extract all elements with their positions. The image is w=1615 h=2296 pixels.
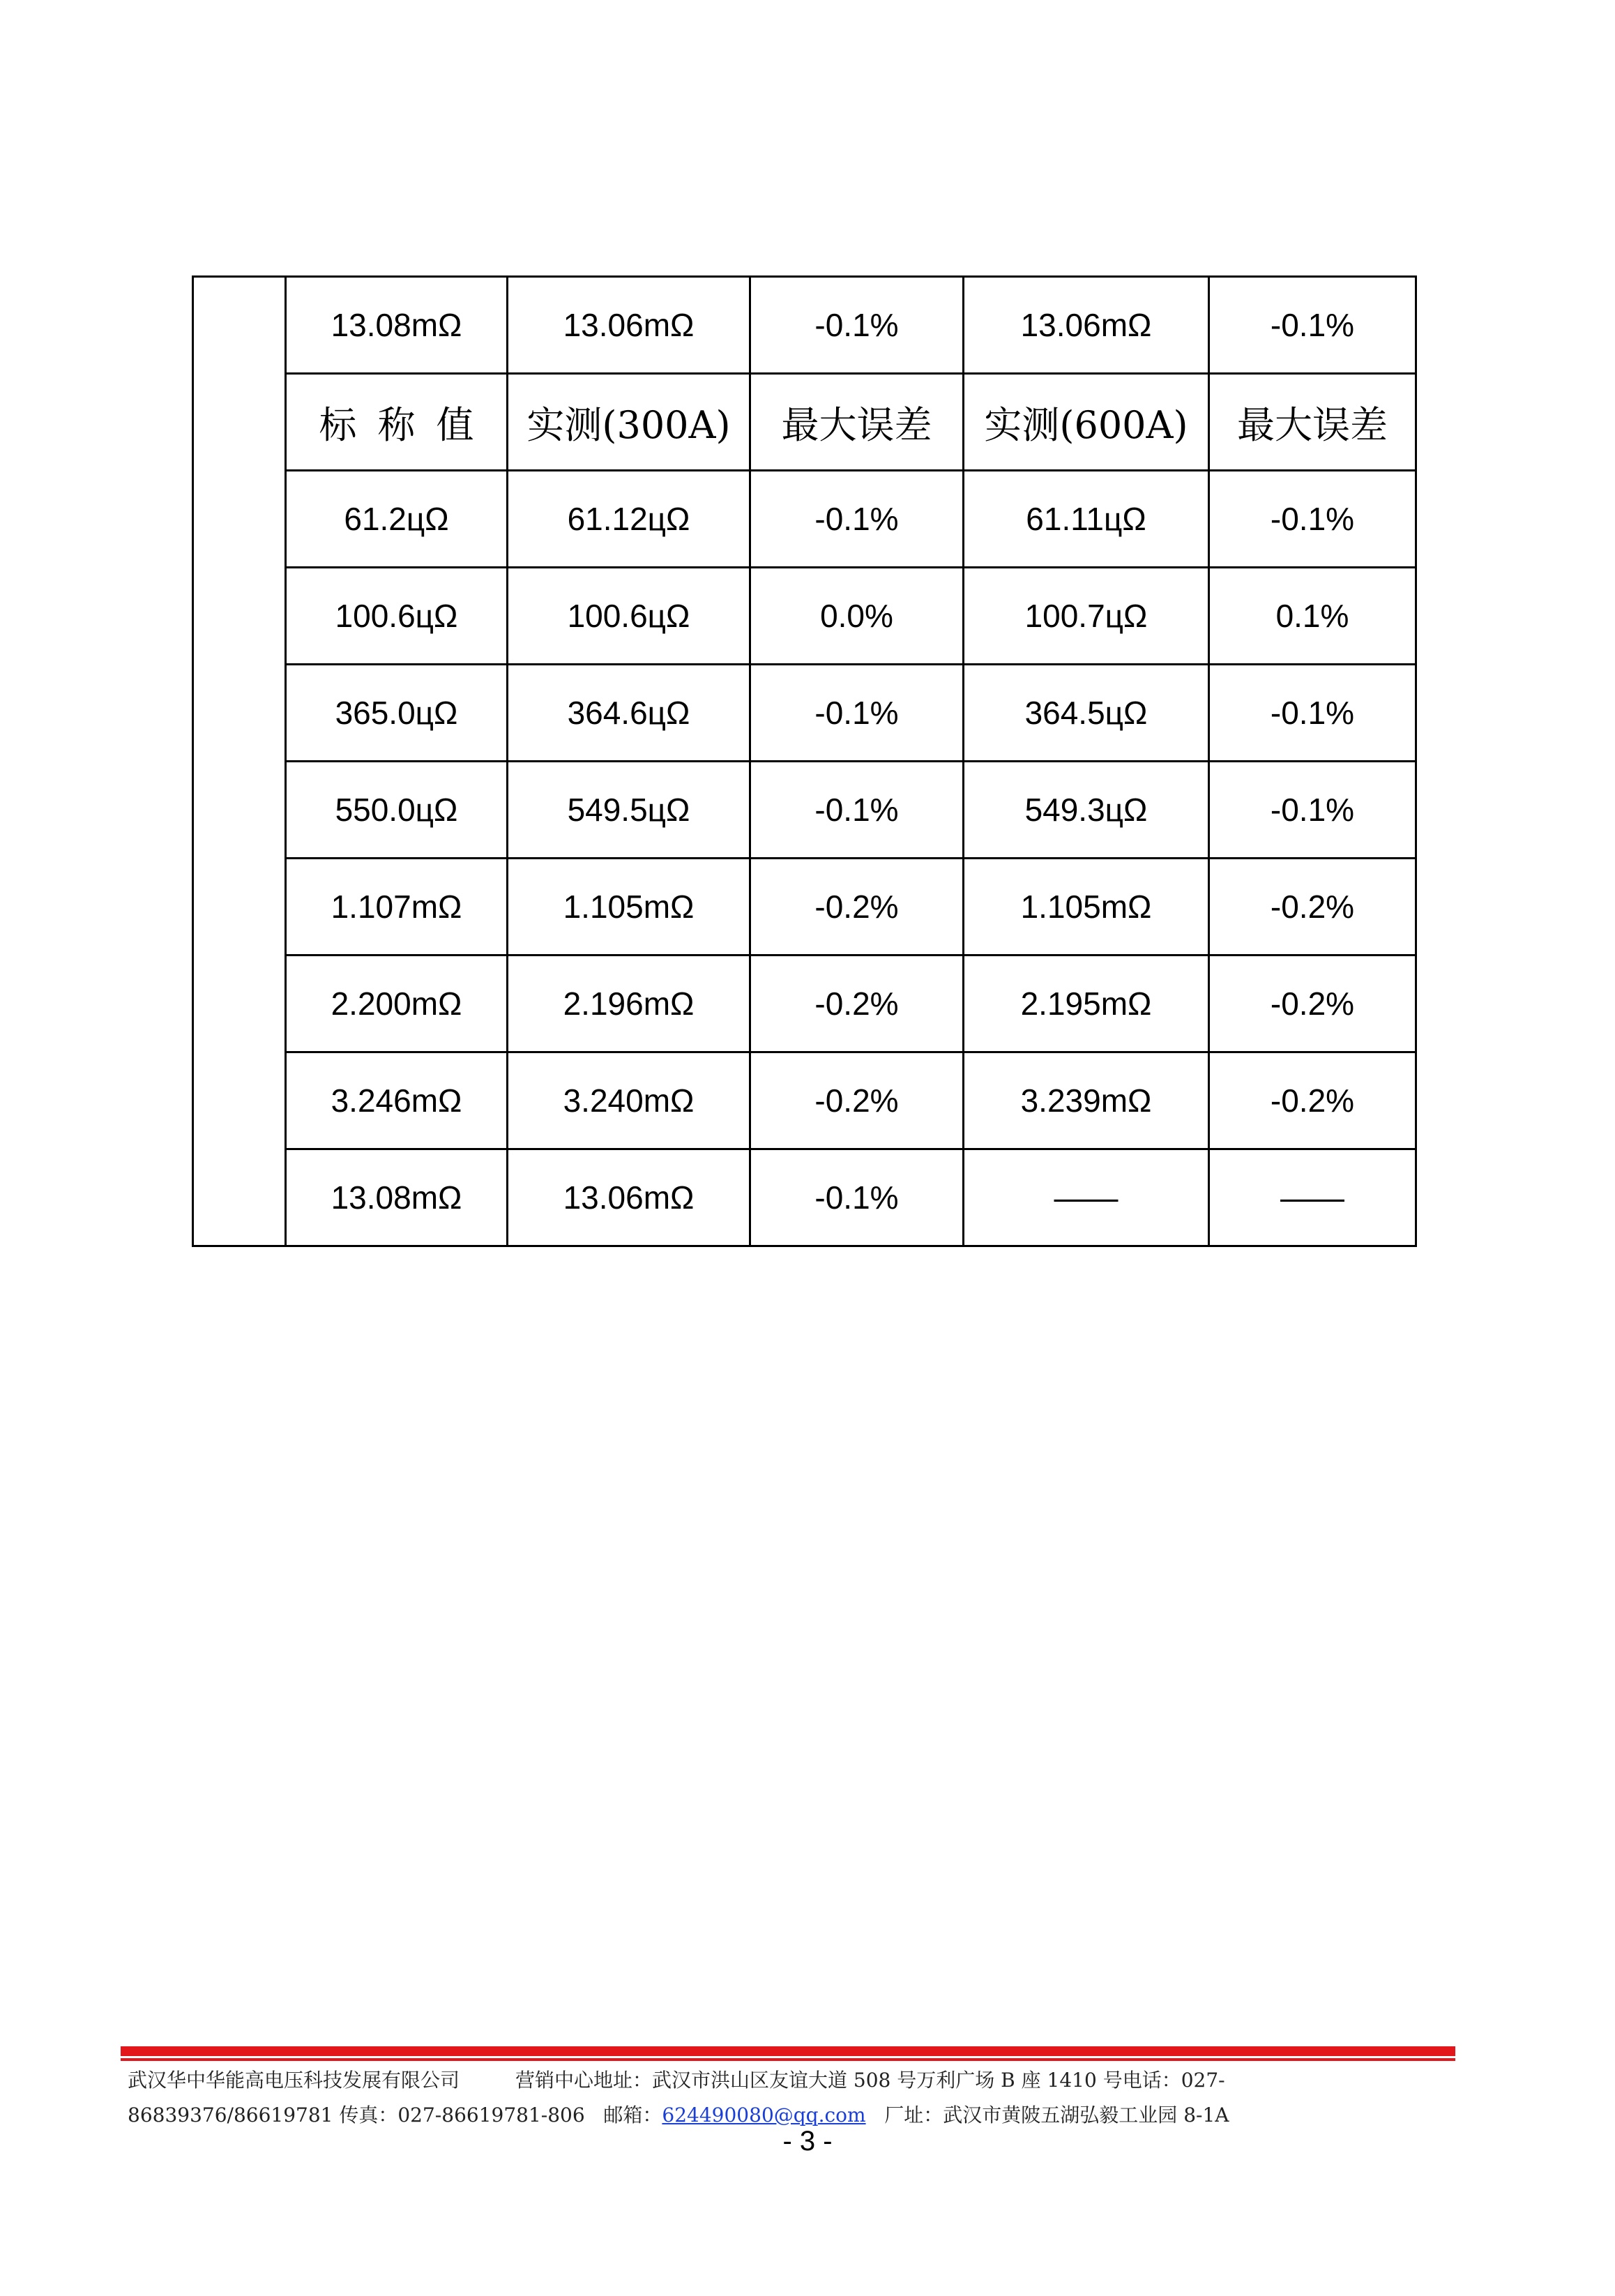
table-cell: -0.2% (750, 1052, 964, 1149)
table-cell: 13.08mΩ (286, 277, 508, 374)
measurement-table-container (192, 275, 1417, 1247)
table-row (193, 1052, 1416, 1149)
table-cell: -0.1% (750, 471, 964, 568)
measurement-table (192, 275, 1417, 1247)
table-cell: 3.246mΩ (286, 1052, 508, 1149)
table-cell: -0.2% (750, 956, 964, 1052)
table-row (193, 956, 1416, 1052)
table-cell: -0.1% (750, 665, 964, 762)
header-max-error-600a: 最大误差 (1209, 374, 1416, 471)
table-row (193, 859, 1416, 956)
table-cell: 13.06mΩ (964, 277, 1209, 374)
footer-address-phone: 营销中心地址：武汉市洪山区友谊大道 508 号万利广场 B 座 1410 号电话：027- (515, 2069, 1225, 2092)
table-cell: 3.239mΩ (964, 1052, 1209, 1149)
table-cell: -0.1% (1209, 665, 1416, 762)
table-row (193, 1149, 1416, 1246)
table-cell: —— (1209, 1149, 1416, 1246)
table-cell: 549.5цΩ (508, 762, 750, 859)
table-row (193, 665, 1416, 762)
table-cell: 1.105mΩ (508, 859, 750, 956)
table-cell: -0.1% (750, 1149, 964, 1246)
table-cell: 0.1% (1209, 568, 1416, 665)
table-cell: 550.0цΩ (286, 762, 508, 859)
table-cell: -0.2% (750, 859, 964, 956)
table-row (193, 471, 1416, 568)
footer-divider (121, 2046, 1455, 2061)
footer-company: 武汉华中华能高电压科技发展有限公司 (128, 2069, 460, 2092)
table-cell: 61.12цΩ (508, 471, 750, 568)
footer-line-1 (128, 2063, 1466, 2098)
table-cell: 2.200mΩ (286, 956, 508, 1052)
table-cell: 549.3цΩ (964, 762, 1209, 859)
footer-phone-fax: 86839376/86619781 传真：027-86619781-806 (128, 2104, 585, 2127)
merged-label-cell (193, 277, 286, 1246)
table-cell: 3.240mΩ (508, 1052, 750, 1149)
table-cell: 365.0цΩ (286, 665, 508, 762)
table-cell: 100.6цΩ (286, 568, 508, 665)
footer-email-label: 邮箱： (603, 2104, 662, 2127)
table-cell: -0.1% (1209, 471, 1416, 568)
table-cell: 2.195mΩ (964, 956, 1209, 1052)
table-cell: 364.6цΩ (508, 665, 750, 762)
table-cell: -0.2% (1209, 1052, 1416, 1149)
footer-email-link[interactable]: 624490080@qq.com (662, 2104, 866, 2127)
table-cell: -0.1% (750, 277, 964, 374)
table-cell: 1.105mΩ (964, 859, 1209, 956)
footer-contact-info (128, 2063, 1466, 2133)
table-row-top (193, 277, 1416, 374)
table-cell: 13.08mΩ (286, 1149, 508, 1246)
table-cell: -0.2% (1209, 956, 1416, 1052)
header-measured-300a: 实测(300A) (508, 374, 750, 471)
table-cell: 1.107mΩ (286, 859, 508, 956)
table-header-row (193, 374, 1416, 471)
table-cell: —— (964, 1149, 1209, 1246)
table-row (193, 568, 1416, 665)
table-cell: -0.1% (750, 762, 964, 859)
table-cell: -0.2% (1209, 859, 1416, 956)
header-measured-600a: 实测(600A) (964, 374, 1209, 471)
footer-factory-address: 厂址：武汉市黄陂五湖弘毅工业园 8-1A (884, 2104, 1229, 2127)
table-row (193, 762, 1416, 859)
table-cell: 364.5цΩ (964, 665, 1209, 762)
table-cell: 2.196mΩ (508, 956, 750, 1052)
table-cell: 100.6цΩ (508, 568, 750, 665)
table-cell: 100.7цΩ (964, 568, 1209, 665)
header-max-error-300a: 最大误差 (750, 374, 964, 471)
table-cell: 0.0% (750, 568, 964, 665)
table-cell: 13.06mΩ (508, 1149, 750, 1246)
table-cell: 13.06mΩ (508, 277, 750, 374)
table-cell: -0.1% (1209, 762, 1416, 859)
table-cell: -0.1% (1209, 277, 1416, 374)
header-nominal-value: 标称值 (286, 374, 508, 471)
table-cell: 61.11цΩ (964, 471, 1209, 568)
table-cell: 61.2цΩ (286, 471, 508, 568)
page-number: - 3 - (782, 2126, 833, 2157)
